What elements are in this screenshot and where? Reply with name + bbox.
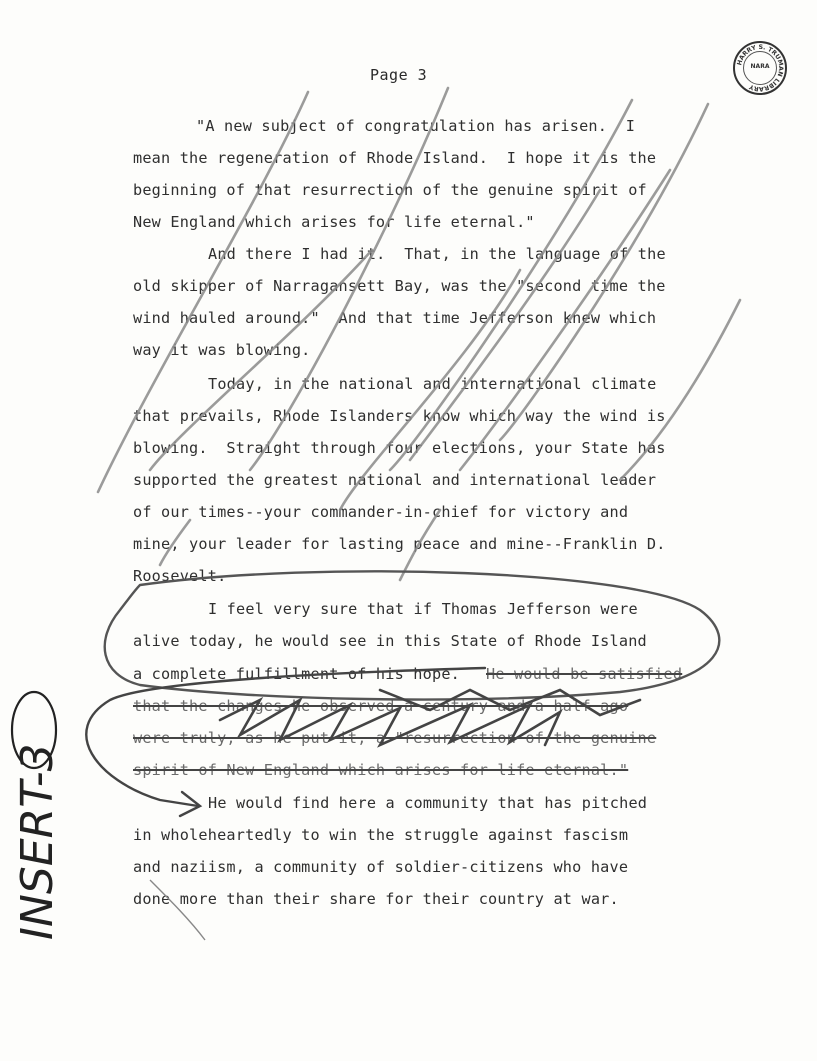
paragraph-5-line-1: He would find here a community that has pitched [208, 794, 648, 812]
paragraph-5-line-4: done more than their share for their country at war. [133, 890, 619, 908]
paragraph-3-line-2: that prevails, Rhode Islanders know which way the wind is [133, 407, 666, 425]
paragraph-2-line-4: way it was blowing. [133, 341, 311, 359]
margin-insert-text: INSERT-3 [12, 743, 63, 940]
paragraph-1-line-4: New England which arises for life eternal." [133, 213, 535, 231]
struck-text-line-3-tail: He would be satisfied [486, 665, 683, 683]
paragraph-3-line-7: Roosevelt. [133, 567, 227, 585]
paragraph-2-line-1: And there I had it. That, in the language of the [208, 245, 666, 263]
insert-arrow-head [180, 792, 200, 816]
paragraph-4-line-1: I feel very sure that if Thomas Jefferson were [208, 600, 638, 618]
page-number: Page 3 [370, 66, 428, 84]
paragraph-3-line-5: of our times--your commander-in-chief for victory and [133, 503, 629, 521]
lower-diagonal-stroke [150, 880, 205, 940]
paragraph-4-line-2: alive today, he would see in this State of Rhode Island [133, 632, 647, 650]
stamp-center-text: NARA [750, 63, 770, 70]
margin-insert-note [12, 743, 63, 940]
paragraph-5-line-2: in wholeheartedly to win the struggle against fascism [133, 826, 629, 844]
struck-text-line-2: were truly, as he put it, a "resurrection of the genuine [133, 729, 657, 747]
paragraph-3-line-1: Today, in the national and international climate [208, 375, 657, 393]
margin-insert-circle [12, 692, 56, 768]
paragraph-1-line-2: mean the regeneration of Rhode Island. I hope it is the [133, 149, 657, 167]
library-stamp [733, 41, 787, 95]
paragraph-2-line-3: wind hauled around." And that time Jefferson knew which [133, 309, 657, 327]
paragraph-4-line-3: a complete fulfillment of his hope. [133, 665, 461, 683]
paragraph-2-line-2: old skipper of Narragansett Bay, was the "second time the [133, 277, 666, 295]
paragraph-3-line-3: blowing. Straight through four elections, your State has [133, 439, 666, 457]
paragraph-3-line-6: mine, your leader for lasting peace and mine--Franklin D. [133, 535, 666, 553]
struck-text-line-3: spirit of New England which arises for life eternal." [133, 761, 629, 779]
paragraph-1-line-1: "A new subject of congratulation has arisen. I [196, 117, 636, 135]
paragraph-5-line-3: and naziism, a community of soldier-citizens who have [133, 858, 629, 876]
struck-text-line-1: that the changes he observed a century and a half ago [133, 697, 629, 715]
svg-text:HARRY S. TRUMAN LIBRARY: HARRY S. TRUMAN LIBRARY [736, 43, 785, 93]
paragraph-3-line-4: supported the greatest national and international leader [133, 471, 657, 489]
paragraph-1-line-3: beginning of that resurrection of the genuine spirit of [133, 181, 647, 199]
